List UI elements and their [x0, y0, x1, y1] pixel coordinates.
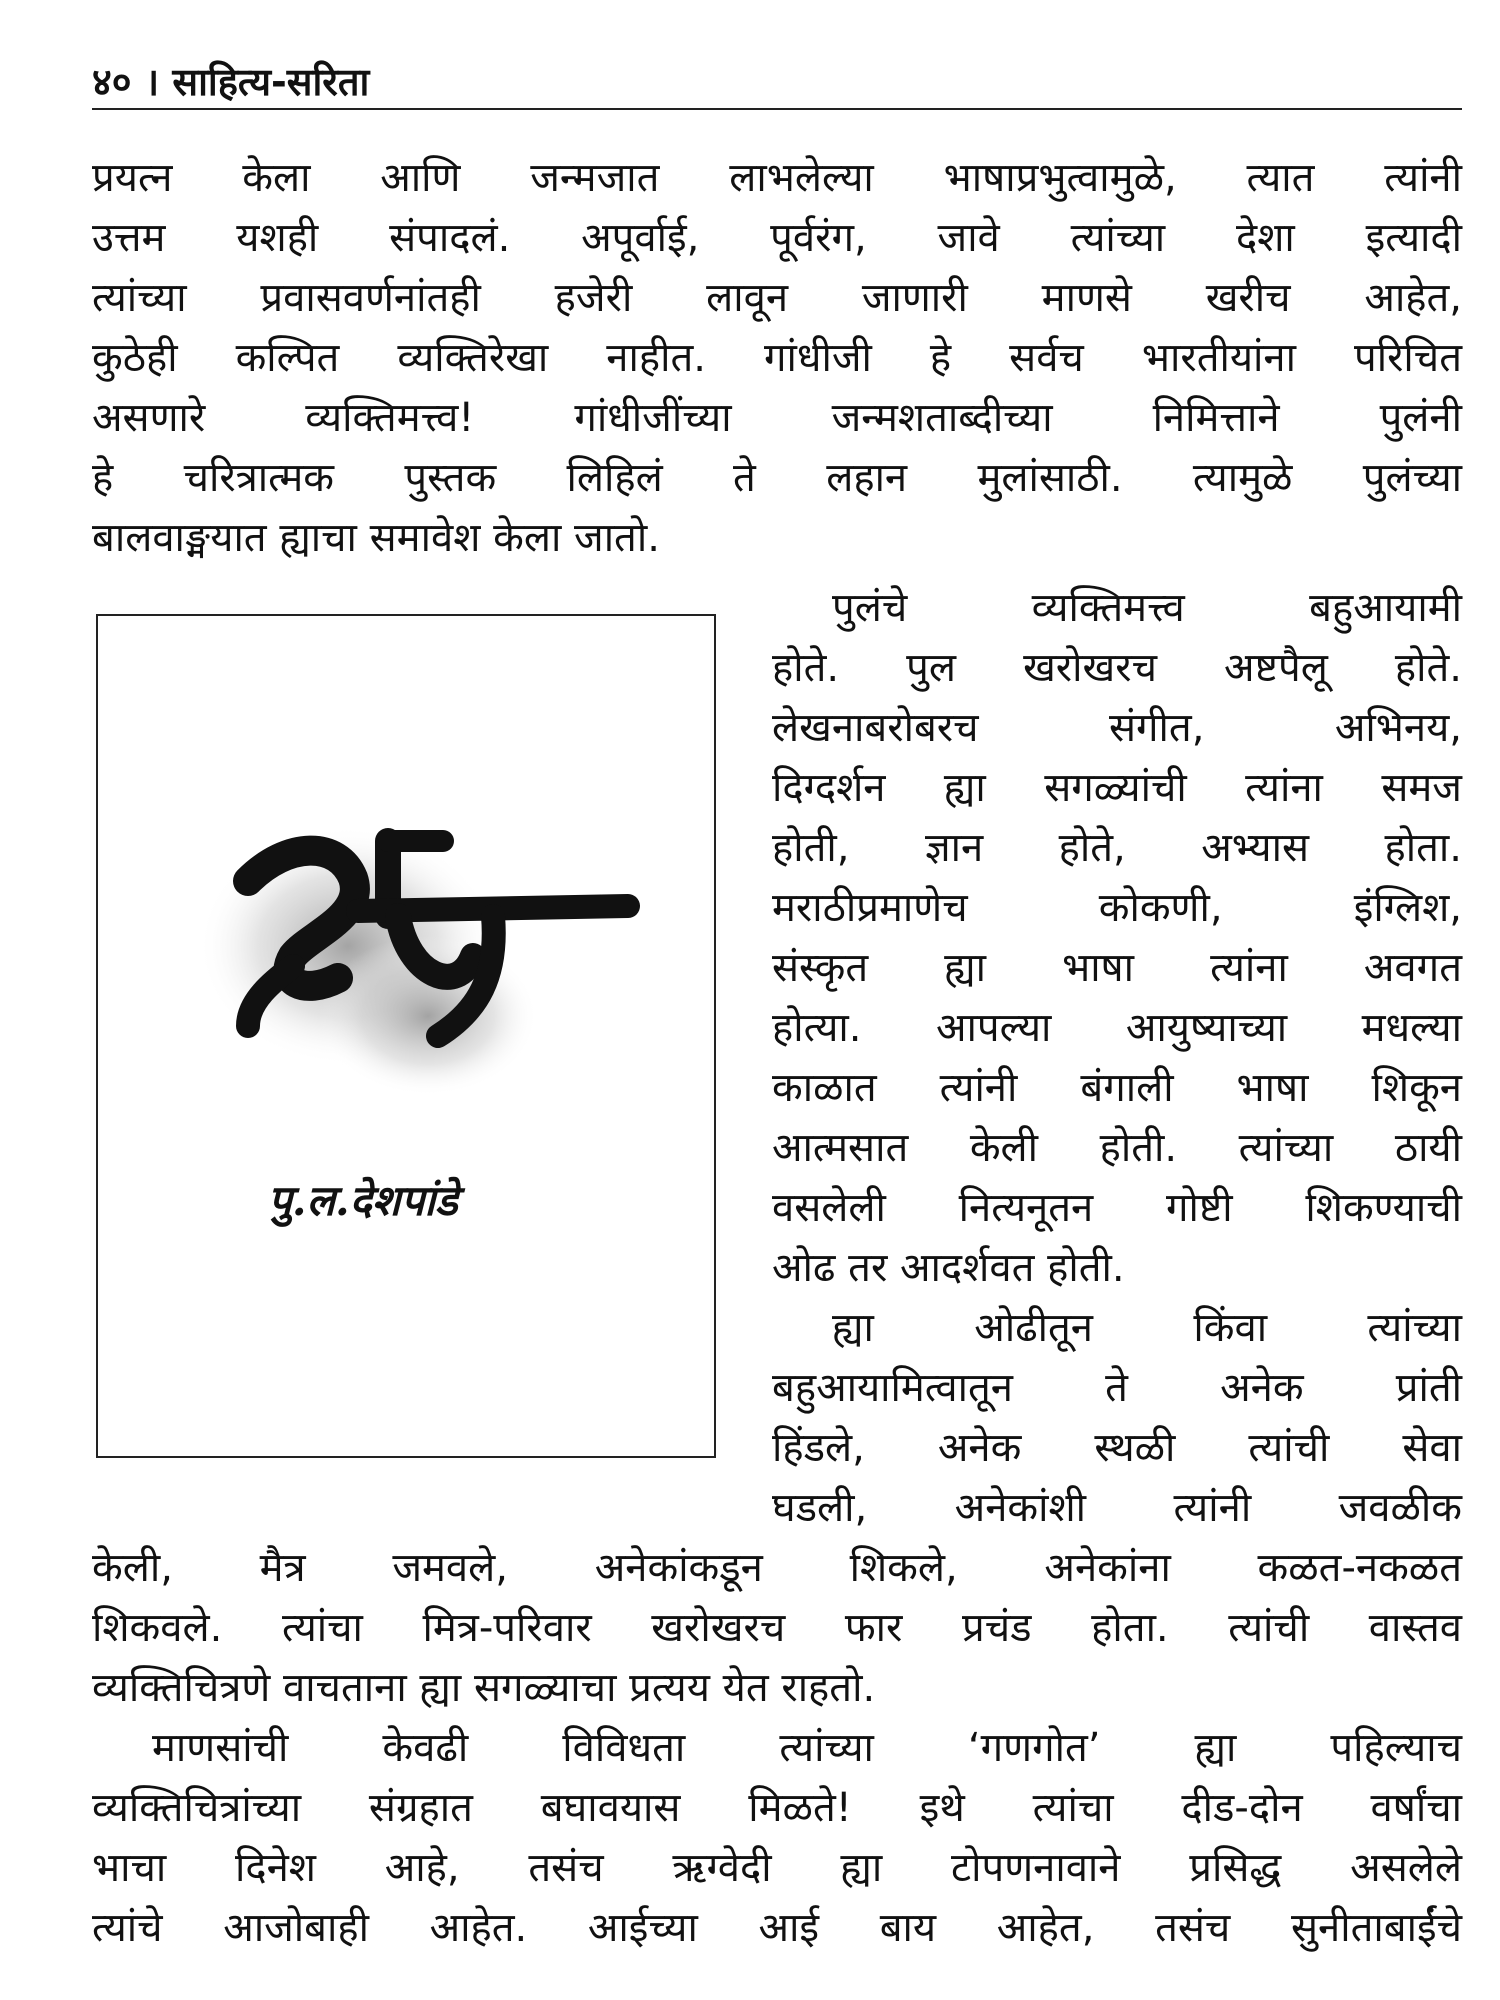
text-line: घडली, अनेकांशी त्यांनी जवळीक	[772, 1485, 1462, 1531]
text-line: बालवाङ्मयात ह्याचा समावेश केला जातो.	[92, 515, 660, 561]
author-signature: पु.ल.देशपांडे	[268, 1176, 458, 1225]
text-line: व्यक्तिचित्रणे वाचताना ह्या सगळ्याचा प्रत्यय येत राहतो.	[92, 1665, 876, 1711]
page-header: ४० । साहित्य-सरिता	[92, 60, 370, 104]
text-line: हिंडले, अनेक स्थळी त्यांची सेवा	[772, 1425, 1462, 1471]
text-line: पुलंचे व्यक्तिमत्त्व बहुआयामी	[832, 585, 1462, 631]
text-line: होते. पुल खरोखरच अष्टपैलू होते.	[772, 645, 1462, 691]
text-line: लेखनाबरोबरच संगीत, अभिनय,	[772, 705, 1462, 751]
text-line: बहुआयामित्वातून ते अनेक प्रांती	[772, 1365, 1462, 1411]
text-line: त्यांचे आजोबाही आहेत. आईच्या आई बाय आहेत, तसंच सुनीताबाईंचे	[92, 1905, 1462, 1951]
text-line: ओढ तर आदर्शवत होती.	[772, 1245, 1125, 1291]
text-line: ह्या ओढीतून किंवा त्यांच्या	[832, 1305, 1462, 1351]
text-line: वसलेली नित्यनूतन गोष्टी शिकण्याची	[772, 1185, 1462, 1231]
text-line: उत्तम यशही संपादलं. अपूर्वाई, पूर्वरंग, जावे त्यांच्या देशा इत्यादी	[92, 215, 1462, 261]
text-line: होती, ज्ञान होते, अभ्यास होता.	[772, 825, 1462, 871]
text-line: दिग्दर्शन ह्या सगळ्यांची त्यांना समज	[772, 765, 1462, 811]
text-line: हे चरित्रात्मक पुस्तक लिहिलं ते लहान मुलांसाठी. त्यामुळे पुलंच्या	[92, 455, 1462, 501]
text-line: मराठीप्रमाणेच कोकणी, इंग्लिश,	[772, 885, 1462, 931]
text-line: माणसांची केवढी विविधता त्यांच्या ‘गणगोत’ ह्या पहिल्याच	[152, 1725, 1462, 1771]
text-line: कुठेही कल्पित व्यक्तिरेखा नाहीत. गांधीजी हे सर्वच भारतीयांना परिचित	[92, 335, 1462, 381]
text-line: होत्या. आपल्या आयुष्याच्या मधल्या	[772, 1005, 1462, 1051]
text-line: आत्मसात केली होती. त्यांच्या ठायी	[772, 1125, 1462, 1171]
header-rule	[92, 108, 1462, 110]
text-line: संस्कृत ह्या भाषा त्यांना अवगत	[772, 945, 1462, 991]
book-cover-figure	[96, 614, 716, 1458]
calligraphy-logo	[98, 616, 714, 1456]
text-line: भाचा दिनेश आहे, तसंच ऋग्वेदी ह्या टोपणनावाने प्रसिद्ध असलेले	[92, 1845, 1462, 1891]
text-line: केली, मैत्र जमवले, अनेकांकडून शिकले, अनेकांना कळत-नकळत	[92, 1545, 1462, 1591]
text-line: असणारे व्यक्तिमत्त्व! गांधीजींच्या जन्मशताब्दीच्या निमित्ताने पुलंनी	[92, 395, 1462, 441]
text-line: काळात त्यांनी बंगाली भाषा शिकून	[772, 1065, 1462, 1111]
text-line: त्यांच्या प्रवासवर्णनांतही हजेरी लावून जाणारी माणसे खरीच आहेत,	[92, 275, 1462, 321]
text-line: शिकवले. त्यांचा मित्र-परिवार खरोखरच फार प्रचंड होता. त्यांची वास्तव	[92, 1605, 1462, 1651]
logo-text: पुलं	[98, 616, 100, 617]
text-line: व्यक्तिचित्रांच्या संग्रहात बघावयास मिळते! इथे त्यांचा दीड-दोन वर्षांचा	[92, 1785, 1462, 1831]
text-line: प्रयत्न केला आणि जन्मजात लाभलेल्या भाषाप्रभुत्वामुळे, त्यात त्यांनी	[92, 155, 1462, 201]
